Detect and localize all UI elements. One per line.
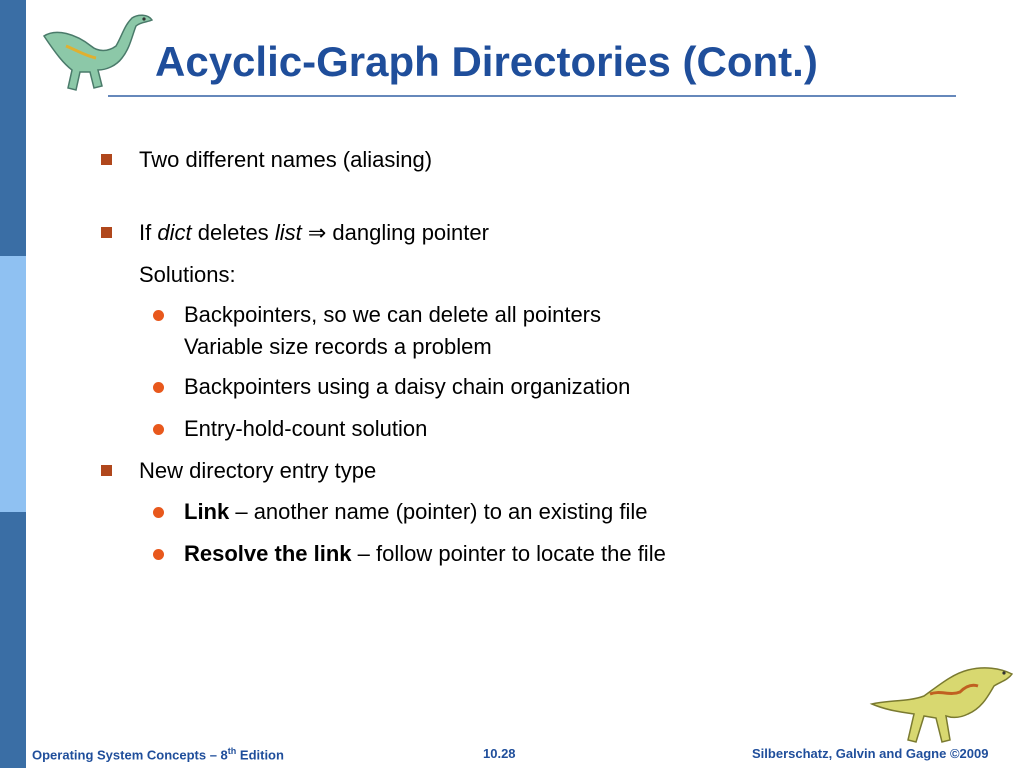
text-deletes: deletes: [197, 220, 269, 245]
dinosaur-logo-icon: [36, 6, 156, 96]
round-bullet-icon: [153, 310, 164, 321]
title-divider: [108, 95, 956, 97]
sidebar-segment-middle: [0, 256, 26, 512]
page-number: 10.28: [483, 746, 516, 761]
implies-arrow-icon: ⇒: [307, 220, 327, 245]
bullet-new-entry-type: New directory entry type: [139, 458, 377, 483]
square-bullet-icon: [101, 227, 112, 238]
footer-authors: Silberschatz, Galvin and Gagne ©2009: [752, 746, 989, 761]
sub-bullet-link: [184, 499, 647, 525]
round-bullet-icon: [153, 382, 164, 393]
sub-bullet-entry-hold-count: Entry-hold-count solution: [184, 416, 428, 441]
text-dangling: dangling pointer: [332, 220, 489, 245]
sub-bullet-variable-size: Variable size records a problem: [184, 334, 492, 359]
text-list: list: [274, 220, 302, 245]
bullet-dangling-pointer: [139, 220, 489, 246]
footer-book-title-text: Operating System Concepts – 8: [32, 747, 228, 763]
square-bullet-icon: [101, 465, 112, 476]
term-link: Link: [184, 499, 230, 524]
slide-title: Acyclic-Graph Directories (Cont.): [155, 38, 818, 85]
term-resolve-link: Resolve the link: [184, 541, 352, 566]
resolve-description: – follow pointer to locate the file: [351, 541, 666, 566]
footer-book-title-suffix: Edition: [236, 747, 284, 763]
round-bullet-icon: [153, 549, 164, 560]
bullet-aliasing: Two different names (aliasing): [139, 147, 433, 172]
sub-bullet-daisy-chain: Backpointers using a daisy chain organization: [184, 374, 631, 399]
link-description: – another name (pointer) to an existing file: [229, 499, 648, 524]
sidebar-segment-bottom: [0, 512, 26, 768]
solutions-label: Solutions:: [139, 262, 236, 287]
text-dict: dict: [157, 220, 192, 245]
footer-book-title-sup: th: [227, 746, 237, 756]
square-bullet-icon: [101, 154, 112, 165]
sidebar-segment-top: [0, 0, 26, 256]
round-bullet-icon: [153, 507, 164, 518]
round-bullet-icon: [153, 424, 164, 435]
footer-book-title: [32, 746, 284, 762]
text-if: If: [139, 220, 152, 245]
sub-bullet-resolve: [184, 541, 666, 567]
dinosaur-logo-icon: [868, 656, 1018, 748]
sub-bullet-backpointers: Backpointers, so we can delete all pointers: [184, 302, 602, 327]
